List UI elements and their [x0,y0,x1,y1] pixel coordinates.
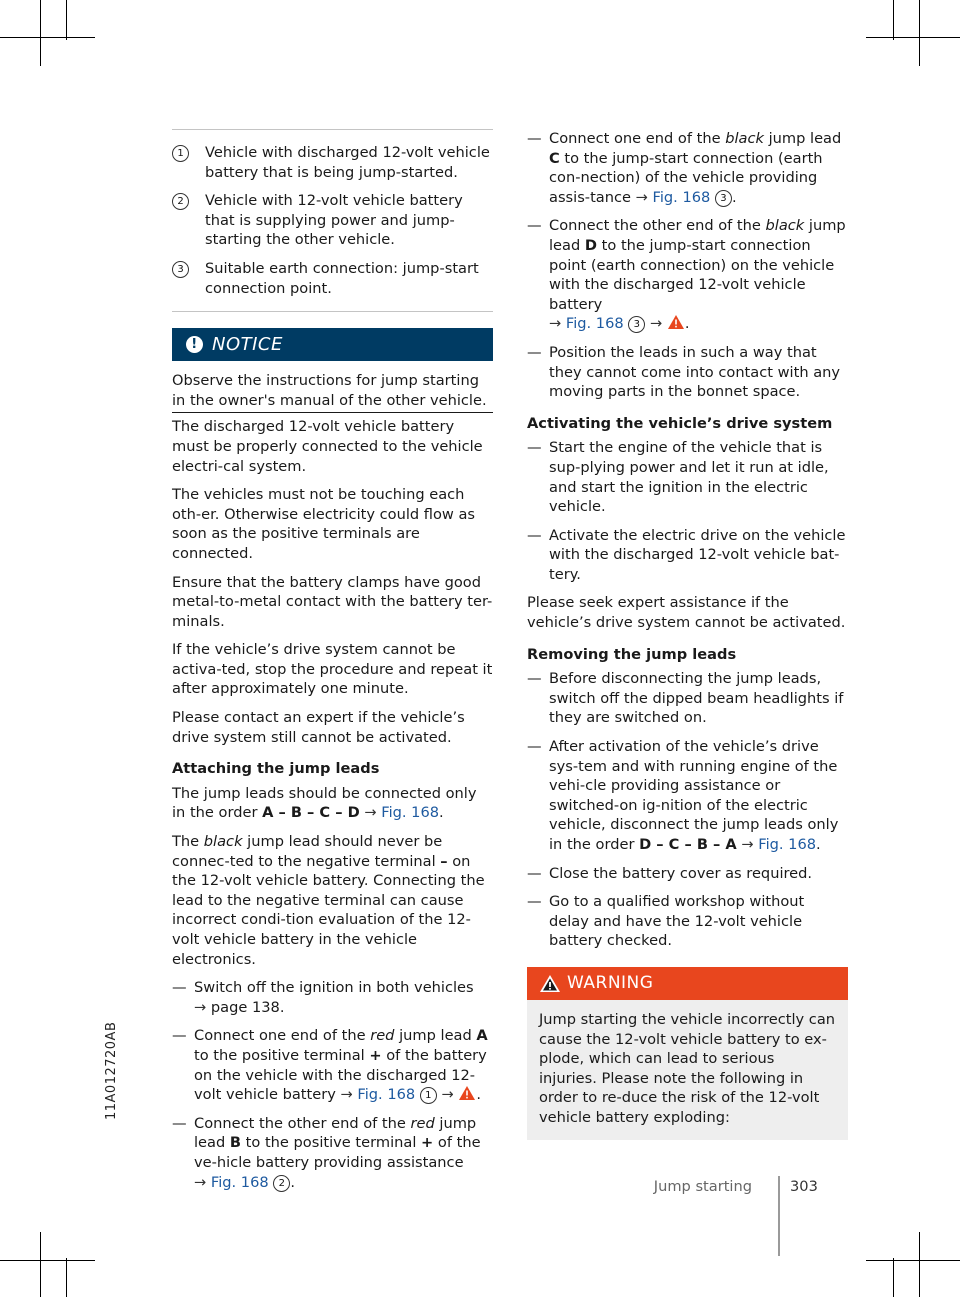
crop-mark [919,0,920,66]
paragraph: The jump leads should be connected only in the order A – B – C – D → Fig. 168. [172,784,477,822]
lead-order: D – C – B – A [639,836,737,853]
text: on the 12-volt vehicle battery. Connecting the lead to the negative terminal can cause incorrect condi-tion evaluation of the 12-volt vehicle battery in the vehicle electronics. [172,852,485,968]
arrow-right-icon: → [194,1173,207,1191]
text: to the positive terminal [241,1134,422,1152]
paragraph: If the vehicle’s drive system cannot be activa-ted, stop the procedure and repeat it after approximately one minute. [172,641,493,698]
arrow-right-icon: → [340,1086,353,1104]
section-heading: Removing the jump leads [527,645,737,663]
section-heading: Activating the vehicle’s drive system [527,414,833,432]
notice-header [172,328,493,361]
callout-number: 3 [715,190,732,207]
callout-number: 3 [628,316,645,333]
text: jump lead should never be connec-ted to the negative terminal [172,833,443,870]
list-item: — Close the battery cover as required. [527,864,848,884]
text: to the jump-start connection point (earth connection) on the vehicle with the discharged 12-volt vehicle battery [549,236,835,313]
callout-number: 1 [420,1087,437,1104]
text: jump lead [549,217,846,254]
crop-mark [66,1258,67,1297]
plus-symbol: + [369,1046,382,1064]
text: Connect one end of the [194,1027,371,1045]
figure-link[interactable]: Fig. 168 [758,836,817,853]
paragraph: Please seek expert assistance if the vehicle’s drive system cannot be activated. [527,594,846,632]
notice-title: NOTICE [212,333,283,355]
lead-label: B [229,1134,242,1152]
legend-item [172,259,493,298]
notice-text: Observe the instructions for jump starting in the owner's manual of the other vehicle. [172,371,493,413]
list-item: — Connect the other end of the black jump lead D to the jump-start connection point (earth connection) on the vehicle with the discharged 12-volt vehicle battery → Fig. 168 3 → . [527,216,848,334]
text: The jump leads should be connected only in the order [172,784,477,822]
list-item [172,978,493,1017]
crop-mark [40,0,41,66]
minus-symbol: – [440,852,448,870]
list-item: — Connect one end of the black jump lead C to the jump-start connection (earth con-nection) of the vehicle providing assis-tance → Fig. 168 3 . [527,129,848,207]
lead-order: A – B – C – D [262,804,360,822]
list-item: — Connect one end of the red jump lead A to the positive terminal + of the battery on the vehicle with the discharged 12-volt vehicle battery → Fig. 168 1 → . [172,1026,493,1104]
emphasis: black [765,217,805,235]
warning-triangle-icon [667,314,685,330]
figure-link[interactable]: Fig. 168 [210,1173,269,1191]
list-item: — Activate the electric drive on the vehicle with the discharged 12-volt vehicle bat-tery. [527,526,848,585]
emphasis: black [725,130,764,147]
list-item: — Position the leads in such a way that they cannot come into contact with any moving parts in the bonnet space. [527,343,848,402]
text: of the ve-hicle battery providing assistance [194,1134,481,1171]
paragraph: Please contact an expert if the vehicle’s drive system still cannot be activated. [172,709,465,746]
figure-link[interactable]: Fig. 168 [357,1086,416,1104]
warning-text: Jump starting the vehicle incorrectly can cause the 12-volt vehicle battery to ex-plode, which can lead to serious injuries. Please note the following in order to re-duce the risk of the 12-volt vehicle battery exploding: [539,1010,836,1126]
list-item: — Go to a qualified workshop without delay and have the 12-volt vehicle battery checked. [527,892,848,951]
callout-number: 2 [172,193,189,210]
legend-item [172,143,493,182]
lead-label: D [584,236,598,254]
section-title: Jump starting [653,1178,752,1195]
notice-exclamation-icon: ! [186,336,203,353]
figure-link[interactable]: Fig. 168 [381,804,440,822]
figure-link[interactable]: Fig. 168 [652,188,711,206]
document-code: 11A012720AB [104,1021,119,1120]
text: Switch off the ignition in both vehicles [194,979,474,997]
paragraph: The discharged 12-volt vehicle battery must be properly connected to the vehicle electri-cal system. [172,418,483,475]
callout-number: 3 [172,261,189,278]
list-item: — Connect the other end of the red jump lead B to the positive terminal + of the ve-hicle battery providing assistance → Fig. 168 2 . [172,1114,493,1192]
warning-title: WARNING [567,972,654,993]
text: of the battery on the vehicle with the discharged 12-volt vehicle battery [194,1046,487,1104]
arrow-right-icon: → [364,804,377,822]
arrow-right-icon: → [441,1086,454,1104]
crop-mark [893,0,894,40]
paragraph: The vehicles must not be touching each oth-er. Otherwise electricity could flow as soon as the positive terminals are connected. [172,486,476,562]
text: Connect the other end of the [549,217,766,235]
list-item: — Before disconnecting the jump leads, switch off the dipped beam headlights if they are switched on. [527,669,848,728]
text: jump lead [194,1114,477,1152]
callout-number: 2 [273,1175,290,1192]
legend-text: Suitable earth connection: jump-start connection point. [205,259,479,297]
paragraph [172,832,493,969]
divider [172,311,493,312]
text: jump lead [763,130,842,147]
text: to the positive terminal [194,1046,370,1064]
crop-mark [0,1260,95,1261]
left-column [172,129,493,1201]
text: Connect the other end of the [194,1114,411,1132]
warning-triangle-icon [539,974,561,993]
emphasis: red [410,1114,435,1132]
crop-mark [866,1260,960,1261]
paragraph: Ensure that the battery clamps have good metal-to-metal contact with the battery ter-minals. [172,573,493,630]
right-column [527,129,848,1140]
figure-link[interactable]: Fig. 168 [565,315,624,333]
page-link[interactable]: page 138. [210,998,285,1016]
text: Connect one end of the [549,130,726,147]
lead-label: C [549,149,560,167]
list-item: — After activation of the vehicle’s drive sys-tem and with running engine of the vehi-cle providing assistance or switched-on ig-nition of the electric vehicle, disconnect the jump leads only in the order D – C – B – A → Fig. 168. [527,737,848,855]
arrow-right-icon: → [194,998,207,1016]
text: The [172,833,204,851]
text: jump lead [394,1027,477,1045]
emphasis: black [203,833,243,851]
callout-number: 1 [172,145,189,162]
arrow-right-icon: → [549,315,562,333]
list-item: — Start the engine of the vehicle that is sup-plying power and let it run at idle, and start the ignition in the electric vehicle. [527,438,848,516]
crop-mark [919,1232,920,1297]
legend-text: Vehicle with 12-volt vehicle battery that is supplying power and jump-starting the other vehicle. [205,192,463,249]
crop-mark [40,1232,41,1297]
footer-divider [778,1176,780,1256]
warning-box [527,967,848,1140]
text: After activation of the vehicle’s drive sys-tem and with running engine of the vehi-cle providing assistance or switched-on ig-nition of the electric vehicle, disconnect the jump leads only in the order [549,738,839,853]
crop-mark [866,37,960,38]
page-number: 303 [790,1178,818,1195]
text: to the jump-start connection (earth con-nection) of the vehicle providing assis-tance [549,149,823,206]
warning-header [527,967,848,1000]
divider [172,129,493,130]
emphasis: red [370,1027,395,1045]
crop-mark [66,0,67,40]
legend-item [172,191,493,250]
crop-mark [893,1258,894,1297]
lead-label: A [476,1027,488,1045]
warning-triangle-icon [458,1085,476,1101]
plus-symbol: + [421,1134,434,1152]
arrow-right-icon: → [649,315,663,333]
arrow-right-icon: → [635,188,648,206]
arrow-right-icon: → [741,836,754,853]
legend-text: Vehicle with discharged 12-volt vehicle battery that is being jump-started. [205,144,490,181]
section-heading: Attaching the jump leads [172,760,380,778]
crop-mark [0,37,95,38]
